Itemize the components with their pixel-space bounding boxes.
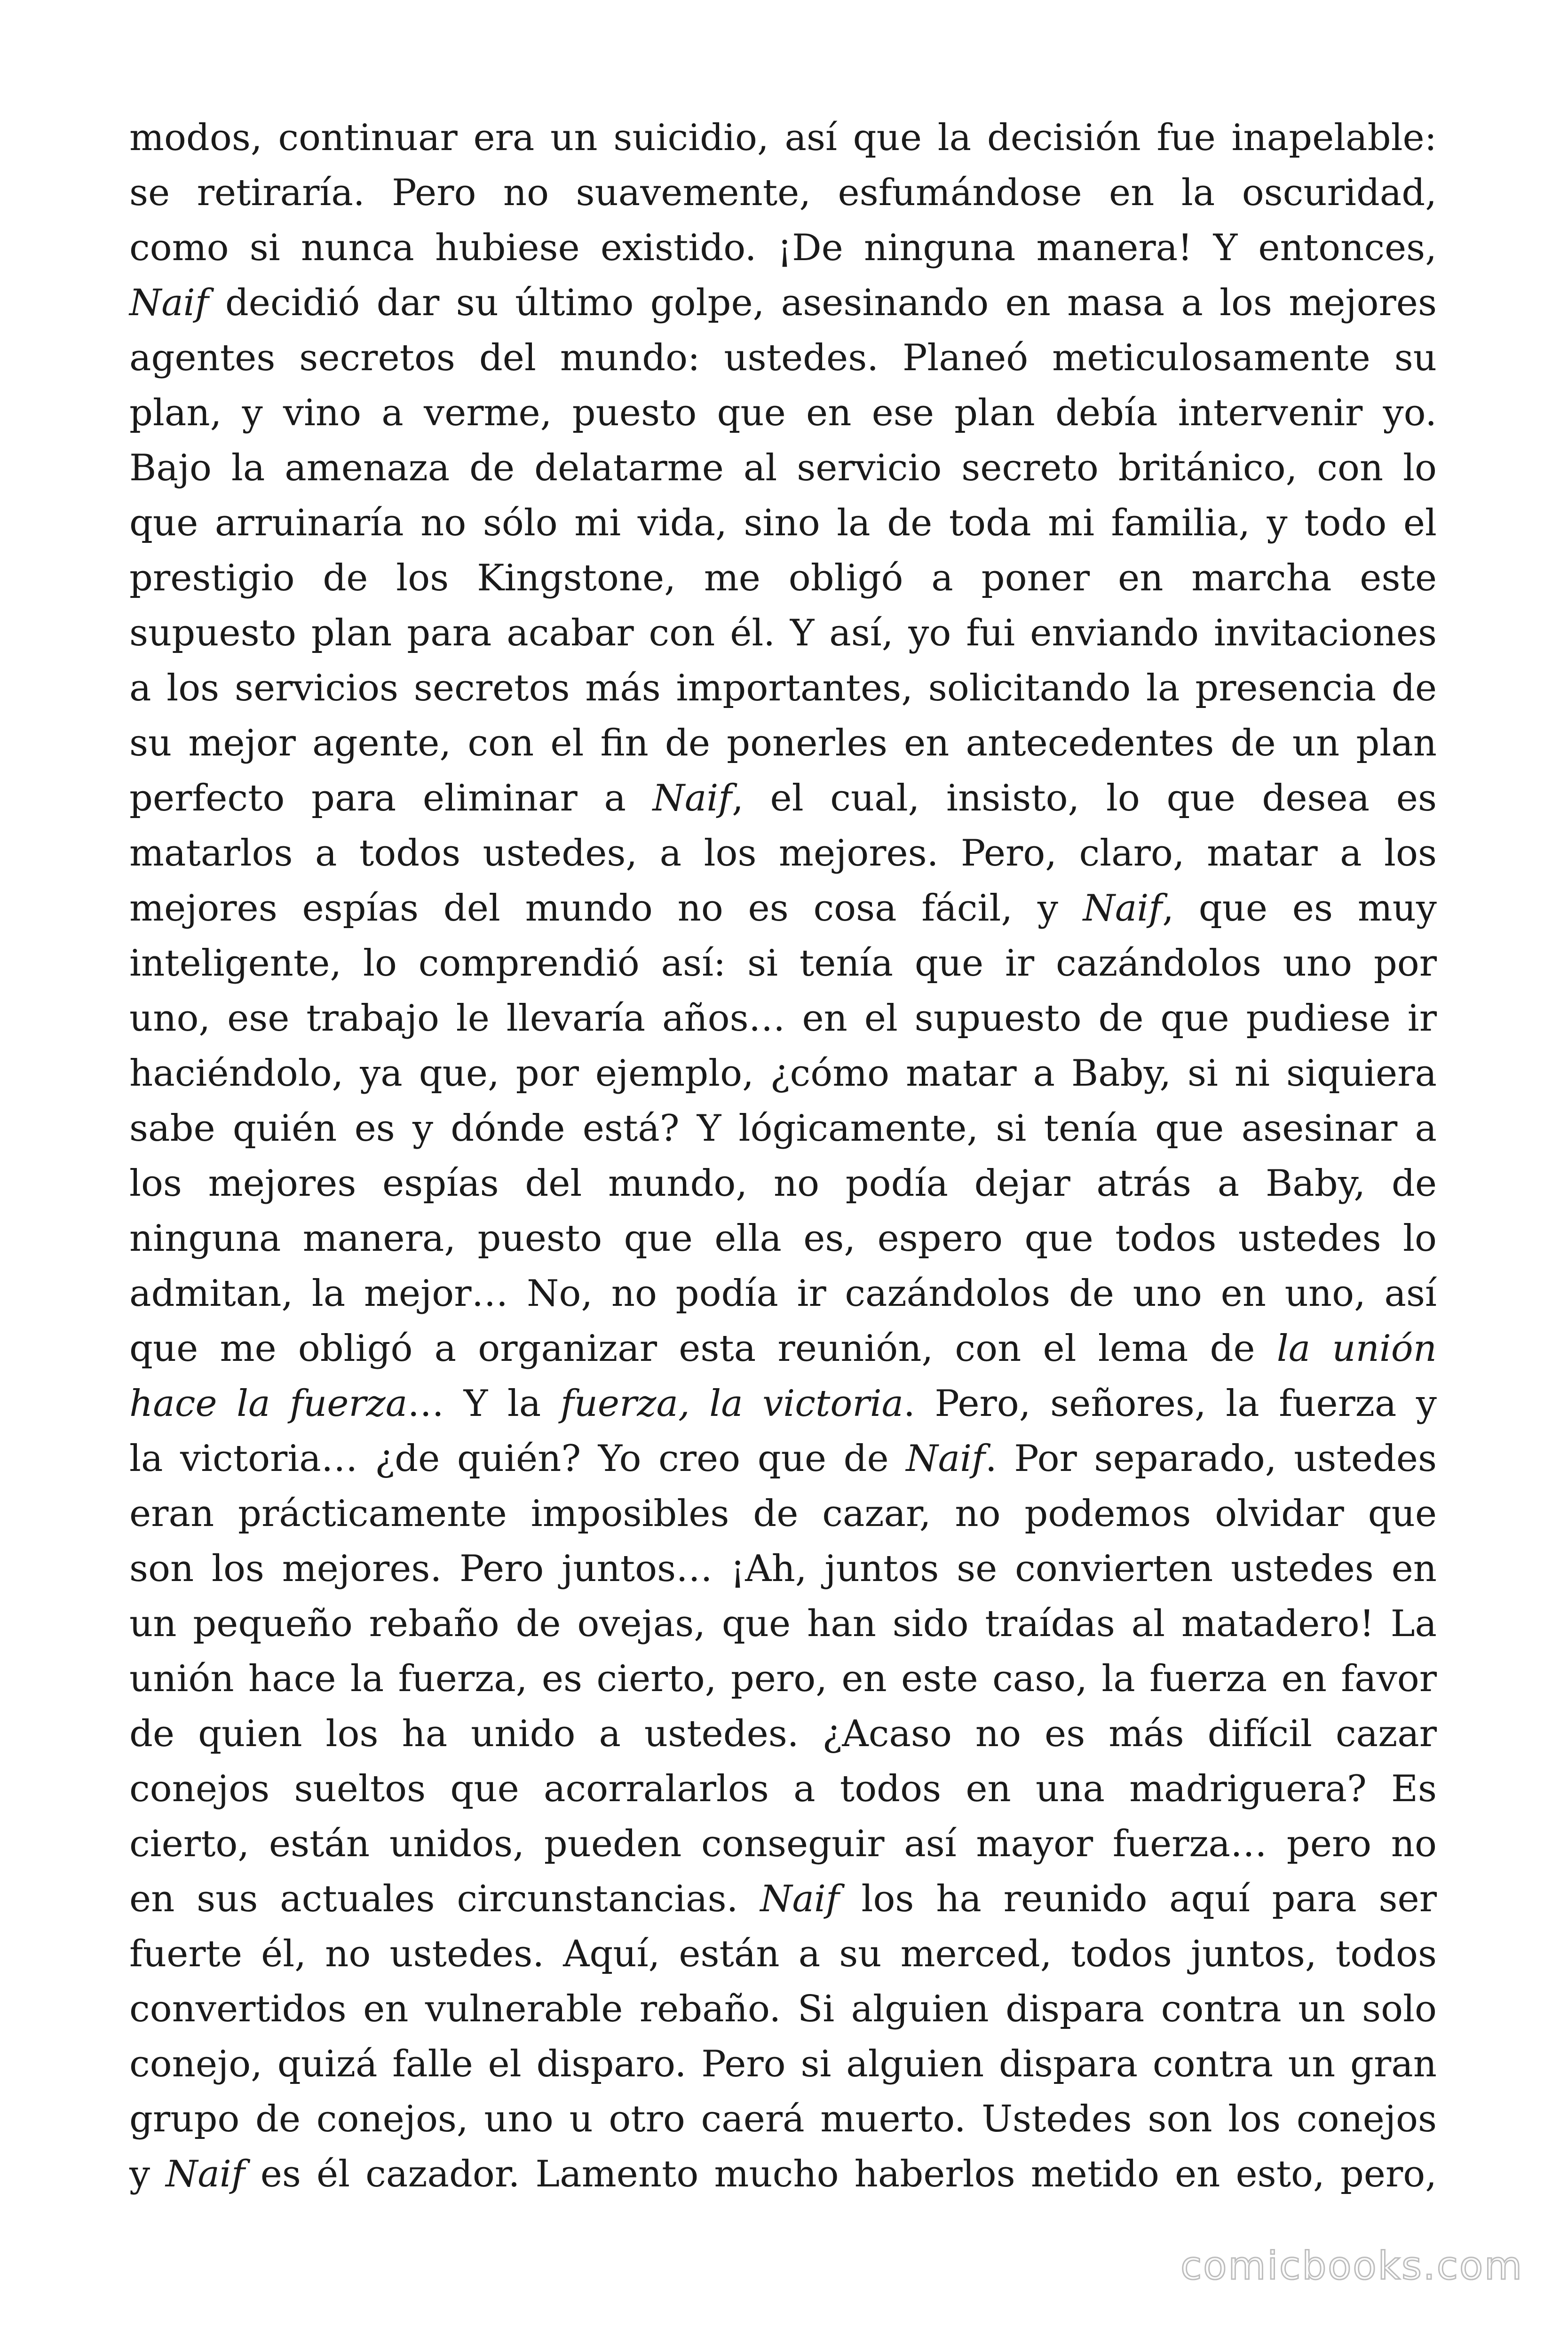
text-line xyxy=(129,441,1437,496)
text-line xyxy=(129,111,1437,166)
text-line xyxy=(129,1542,1437,1597)
text-segment: convertidos en vulnerable rebaño. Si alguien dispara contra un solo xyxy=(129,1988,1437,2030)
italic-segment: Naif xyxy=(760,1878,839,1920)
text-line xyxy=(129,2147,1437,2202)
text-line xyxy=(129,1927,1437,1982)
text-segment: mejores espías del mundo no es cosa fácil, y xyxy=(129,887,1083,930)
text-segment: su mejor agente, con el fin de ponerles en antecedentes de un plan xyxy=(129,722,1437,764)
text-segment: a los servicios secretos más importantes, solicitando la presencia de xyxy=(129,667,1437,709)
text-segment: cierto, están unidos, pueden conseguir así mayor fuerza… pero no xyxy=(129,1823,1437,1865)
text-line xyxy=(129,1707,1437,1762)
italic-segment: la unión xyxy=(1276,1327,1437,1370)
text-segment: la victoria… ¿de quién? Yo creo que de xyxy=(129,1438,906,1480)
text-line xyxy=(129,606,1437,661)
text-segment: grupo de conejos, uno u otro caerá muerto. Ustedes son los conejos xyxy=(129,2098,1437,2140)
text-segment: conejo, quizá falle el disparo. Pero si alguien dispara contra un gran xyxy=(129,2043,1437,2085)
text-line xyxy=(129,1376,1437,1431)
italic-segment: Naif xyxy=(166,2153,245,2195)
text-line xyxy=(129,1486,1437,1542)
text-line xyxy=(129,991,1437,1046)
text-segment: los mejores espías del mundo, no podía dejar atrás a Baby, de xyxy=(129,1162,1437,1205)
text-segment: plan, y vino a verme, puesto que en ese plan debía intervenir yo. xyxy=(129,392,1437,434)
text-segment: se retiraría. Pero no suavemente, esfumándose en la oscuridad, xyxy=(129,172,1437,214)
text-segment: los ha reunido aquí para ser xyxy=(839,1878,1437,1920)
text-line xyxy=(129,881,1437,936)
text-segment: y xyxy=(129,2153,166,2195)
text-line xyxy=(129,1652,1437,1707)
text-segment: haciéndolo, ya que, por ejemplo, ¿cómo matar a Baby, si ni siquiera xyxy=(129,1052,1437,1095)
italic-segment: Naif xyxy=(652,777,732,819)
text-segment: , el cual, insisto, lo que desea es xyxy=(732,777,1437,819)
text-segment: sabe quién es y dónde está? Y lógicamente, si tenía que asesinar a xyxy=(129,1107,1437,1150)
text-segment: supuesto plan para acabar con él. Y así, yo fui enviando invitaciones xyxy=(129,612,1437,654)
text-segment: Bajo la amenaza de delatarme al servicio secreto británico, con lo xyxy=(129,447,1437,489)
text-segment: conejos sueltos que acorralarlos a todos en una madriguera? Es xyxy=(129,1768,1437,1810)
italic-segment: hace la fuerza xyxy=(129,1383,408,1425)
text-segment: eran prácticamente imposibles de cazar, no podemos olvidar que xyxy=(129,1493,1437,1535)
text-segment: . Pero, señores, la fuerza y xyxy=(903,1383,1437,1425)
text-segment: . Por separado, ustedes xyxy=(985,1438,1437,1480)
watermark: comicbooks.com xyxy=(1180,2244,1523,2288)
text-line xyxy=(129,1321,1437,1376)
text-line xyxy=(129,1872,1437,1927)
text-segment: que me obligó a organizar esta reunión, con el lema de xyxy=(129,1327,1277,1370)
text-line xyxy=(129,1762,1437,1817)
text-segment: son los mejores. Pero juntos… ¡Ah, juntos se convierten ustedes en xyxy=(129,1548,1437,1590)
italic-segment: Naif xyxy=(129,282,209,324)
text-line xyxy=(129,716,1437,771)
text-segment: un pequeño rebaño de ovejas, que han sido traídas al matadero! La xyxy=(129,1603,1437,1645)
text-line xyxy=(129,2092,1437,2147)
text-segment: uno, ese trabajo le llevaría años… en el supuesto de que pudiese ir xyxy=(129,997,1437,1040)
text-segment: unión hace la fuerza, es cierto, pero, en este caso, la fuerza en favor xyxy=(129,1658,1437,1700)
text-segment: prestigio de los Kingstone, me obligó a poner en marcha este xyxy=(129,557,1437,599)
text-line xyxy=(129,551,1437,606)
text-line xyxy=(129,936,1437,991)
text-line xyxy=(129,1211,1437,1266)
text-segment: modos, continuar era un suicidio, así que la decisión fue inapelable: xyxy=(129,117,1437,159)
text-segment: que arruinaría no sólo mi vida, sino la de toda mi familia, y todo el xyxy=(129,502,1437,544)
text-line xyxy=(129,221,1437,276)
text-line xyxy=(129,1597,1437,1652)
text-line xyxy=(129,1431,1437,1486)
italic-segment: fuerza, la victoria xyxy=(560,1383,904,1425)
text-line xyxy=(129,276,1437,331)
text-line xyxy=(129,826,1437,881)
text-line xyxy=(129,1982,1437,2037)
text-segment: agentes secretos del mundo: ustedes. Planeó meticulosamente su xyxy=(129,337,1437,379)
text-line xyxy=(129,386,1437,441)
text-segment: ninguna manera, puesto que ella es, espero que todos ustedes lo xyxy=(129,1217,1437,1260)
text-segment: fuerte él, no ustedes. Aquí, están a su merced, todos juntos, todos xyxy=(129,1933,1437,1975)
text-segment: matarlos a todos ustedes, a los mejores. Pero, claro, matar a los xyxy=(129,832,1437,874)
text-segment: perfecto para eliminar a xyxy=(129,777,653,819)
text-line xyxy=(129,1817,1437,1872)
italic-segment: Naif xyxy=(1083,887,1163,930)
text-segment: como si nunca hubiese existido. ¡De ninguna manera! Y entonces, xyxy=(129,227,1437,269)
text-segment: decidió dar su último golpe, asesinando en masa a los mejores xyxy=(208,282,1437,324)
body-text xyxy=(129,111,1437,2202)
text-line xyxy=(129,1101,1437,1156)
text-line xyxy=(129,771,1437,826)
text-segment: inteligente, lo comprendió así: si tenía que ir cazándolos uno por xyxy=(129,942,1437,985)
text-line xyxy=(129,166,1437,221)
text-segment: admitan, la mejor… No, no podía ir cazándolos de uno en uno, así xyxy=(129,1272,1437,1315)
text-line xyxy=(129,1266,1437,1321)
text-line xyxy=(129,661,1437,716)
italic-segment: Naif xyxy=(906,1438,985,1480)
text-line xyxy=(129,331,1437,386)
text-segment: en sus actuales circunstancias. xyxy=(129,1878,760,1920)
text-segment: es él cazador. Lamento mucho haberlos metido en esto, pero, xyxy=(245,2153,1437,2195)
text-line xyxy=(129,1156,1437,1211)
text-segment: , que es muy xyxy=(1162,887,1437,930)
text-segment: de quien los ha unido a ustedes. ¿Acaso no es más difícil cazar xyxy=(129,1713,1437,1755)
text-line xyxy=(129,1046,1437,1101)
text-line xyxy=(129,496,1437,551)
text-line xyxy=(129,2037,1437,2092)
text-segment: … Y la xyxy=(407,1383,561,1425)
